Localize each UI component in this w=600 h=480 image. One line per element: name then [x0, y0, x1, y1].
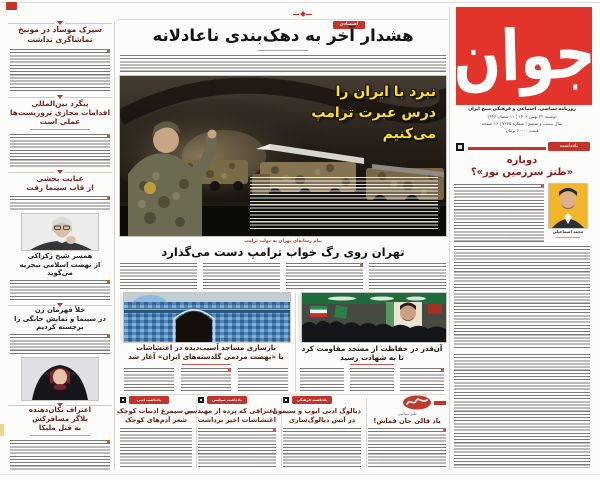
qr-icon: [198, 397, 204, 403]
martyr-story-headline-line1: آن‌قدر در حفاظت از مسجد مقاومت کرد: [301, 344, 443, 353]
paragraph-bullet: [107, 134, 110, 137]
paragraph-bullet: [541, 184, 544, 187]
note-headline: یاد قالی جان قماش!: [373, 417, 441, 425]
brief-body-text: [10, 280, 110, 300]
note-divider: [366, 398, 367, 468]
lead-headline-line1: نبرد با ایران را: [335, 84, 436, 100]
masthead-price: قیمت: ۶۰۰۰ تومان: [505, 128, 539, 133]
opinion-body-text: [454, 354, 590, 468]
newspaper-logo: [451, 7, 597, 105]
mosque-story-headline-line2: با «نهضت مردمی گلدسته‌های ایران» آغاز شد: [128, 353, 284, 361]
lead-headline-line3: می‌کنیم: [382, 126, 436, 142]
qr-icon: [456, 143, 464, 151]
brief-body-text: [10, 440, 110, 471]
corner-red-chip: [6, 2, 17, 10]
martyr-story-byline: [350, 364, 394, 365]
mosque-story-body-text: [181, 368, 231, 393]
header-rule: [118, 19, 448, 20]
columnist-role-line: [556, 237, 580, 238]
second-story-body-text: [369, 263, 446, 289]
paragraph-bullet: [228, 368, 231, 371]
paragraph-bullet: [360, 263, 363, 266]
note-headline-line1: دیالوگ ادبی ایوب و سیمون: [272, 407, 361, 415]
column-rule-left: [114, 22, 115, 470]
masthead-issue: سال بیست و ششم | شماره ۷۳۶۵ | ۱۶ صفحه: [481, 121, 563, 126]
paragraph-bullet: [107, 49, 110, 52]
actor-photo: [22, 214, 98, 250]
bottom-edge-rule: [0, 474, 600, 475]
note-headline-line1: اعترافی که پرده از مهندسی: [184, 407, 276, 415]
note-body-text: [198, 428, 276, 469]
masthead-date: دوشنبه ۲۲ بهمن ۱۴۰۳ | ۱۱ شعبان ۱۴۴۶: [487, 114, 557, 119]
opinion-body-text: [454, 184, 544, 242]
story-divider: [295, 293, 296, 392]
mosque-photo: [124, 293, 290, 342]
column-rule-bar: [468, 147, 546, 151]
mosque-art: [124, 293, 290, 342]
top-story-headline: هشدار آخر به دهک‌بندی ناعادلانه: [152, 26, 414, 45]
second-story-kicker: پیام رسانه‌ای تهران به دولت ترامپ: [244, 239, 322, 244]
brief-headline: عملی است: [39, 117, 81, 126]
photo-credit-strip: [120, 293, 123, 342]
top-edge-rule: [0, 2, 600, 3]
opinion-tag: یادداشت: [548, 142, 590, 151]
brief-headline: از قاب سینما رفت: [26, 183, 94, 192]
brief-headline: اقدامات مجازی تروریست‌ها: [9, 108, 111, 117]
crowd-photo: [302, 293, 446, 342]
mosque-story-body-text: [124, 368, 174, 393]
paragraph-bullet: [443, 428, 446, 431]
lead-headline: [240, 82, 436, 145]
note-body-text: [283, 428, 361, 469]
actress-photo: [22, 358, 98, 400]
ornament-tick: [306, 14, 312, 15]
columnist-photo: [549, 184, 587, 228]
note-headline-line2: در آتش دیالوگ‌سازی: [288, 416, 356, 424]
top-ornament: [293, 12, 312, 16]
masthead-tagline: روزنامه سیاسی، اجتماعی و فرهنگی صبح ایران: [468, 107, 576, 112]
martyr-story-body-text: [300, 368, 344, 393]
note-label: طنز سیاسی: [397, 411, 417, 416]
brief-headline: خلأ قهرمان زن: [34, 306, 86, 314]
brief-headline: در سینما و نمایش خانگی را: [14, 314, 106, 323]
top-story-byline: [258, 50, 308, 51]
mosque-story-headline-line1: بازسازی مساجد آسیب‌دیده در اغتشاشات: [135, 344, 277, 352]
paragraph-bullet: [441, 368, 444, 371]
opinion-title-line1: دوباره: [506, 155, 538, 166]
ornament-diamond: [300, 11, 306, 17]
brief-body-text: [10, 334, 110, 356]
lead-headline-line2: درس عبرت ترامپ: [311, 105, 436, 121]
note-headline-line1: پر سیمرغ ادبیات کوچک: [116, 407, 192, 415]
brief-headline: سیرک موساد در مونیخ: [18, 25, 102, 34]
note-tag: یادداشت سیاسی: [207, 396, 247, 404]
actor-portrait-art: [22, 214, 98, 250]
brand-name: جوان: [451, 12, 597, 100]
note-tag: یادداشت ادبی: [129, 396, 169, 404]
second-story-headline: تهران روی رگ خواب ترامپ دست می‌گذارد: [161, 244, 405, 259]
note-headline-line2: اغتشاشات اخیر برداشت: [197, 416, 276, 424]
brief-body-text: [10, 49, 110, 92]
note-headline-line2: شعر آدم‌های کوچک: [125, 416, 187, 424]
lead-photo: [120, 76, 446, 236]
brief-headline: همسر شیخ زکزاکی: [27, 252, 93, 260]
second-story-body-text: [203, 263, 280, 289]
brief-headline: تماشاگری نداشت: [27, 35, 93, 44]
brief-headline: عنایت بخشی: [36, 174, 84, 183]
brief-headline: می‌گوید: [47, 269, 73, 277]
edge-smudge: [0, 424, 4, 436]
lead-overlay-text: [250, 177, 438, 231]
brief-headline: بلاگر مسافرکش: [32, 415, 88, 423]
top-story-tag: اقتصادی: [333, 21, 365, 29]
brief-headline: از نهضت اسلامی نیجریه: [19, 260, 101, 269]
note-body-text: [368, 428, 446, 469]
martyr-story-headline-line2: تا به شهادت رسید: [340, 353, 404, 362]
martyr-story-body-text: [400, 368, 444, 393]
paragraph-bullet: [107, 280, 110, 283]
note-tag: یادداشت فرهنگی: [292, 396, 332, 404]
columnist-portrait-art: [549, 184, 587, 228]
second-story-body-text: [286, 263, 363, 289]
brief-headline: پیگرد بین‌المللی: [31, 99, 89, 108]
satire-stamp-icon: [402, 395, 432, 410]
brief-headline: برجسته کردیم: [36, 323, 84, 331]
brief-body-text: [10, 134, 110, 167]
qr-icon: [120, 397, 126, 403]
columnist-name: محمد اسماعیلی: [552, 229, 584, 234]
brief-body-text: [10, 196, 110, 212]
opinion-body-text: [454, 246, 590, 350]
mosque-story-body-text: [238, 368, 288, 393]
note-body-text: [120, 428, 192, 469]
mosque-story-byline: [182, 364, 230, 365]
column-rule-right: [449, 7, 450, 470]
paragraph-bullet: [107, 440, 110, 443]
bottom-section-rule: [120, 394, 446, 395]
brief-headline: به قتل ملیکا: [38, 424, 82, 432]
satire-bar: [434, 401, 446, 405]
second-story-body-text: [120, 263, 197, 289]
brief-byline: [30, 129, 90, 130]
qr-icon: [283, 397, 289, 403]
brief-byline: [30, 435, 90, 436]
crowd-art: [302, 293, 446, 342]
top-story-body-text: [120, 55, 446, 73]
paragraph-bullet: [273, 428, 276, 431]
ornament-tick: [293, 14, 299, 15]
photo-credit-strip: [298, 293, 301, 342]
paragraph-bullet: [107, 196, 110, 199]
paragraph-bullet: [107, 334, 110, 337]
brief-headline: اعتراف تکان‌دهنده: [28, 406, 92, 414]
martyr-story-body-text: [350, 368, 394, 393]
actress-portrait-art: [22, 358, 98, 400]
opinion-title-line2: «طنز سرزمین نور»؟: [470, 167, 574, 178]
